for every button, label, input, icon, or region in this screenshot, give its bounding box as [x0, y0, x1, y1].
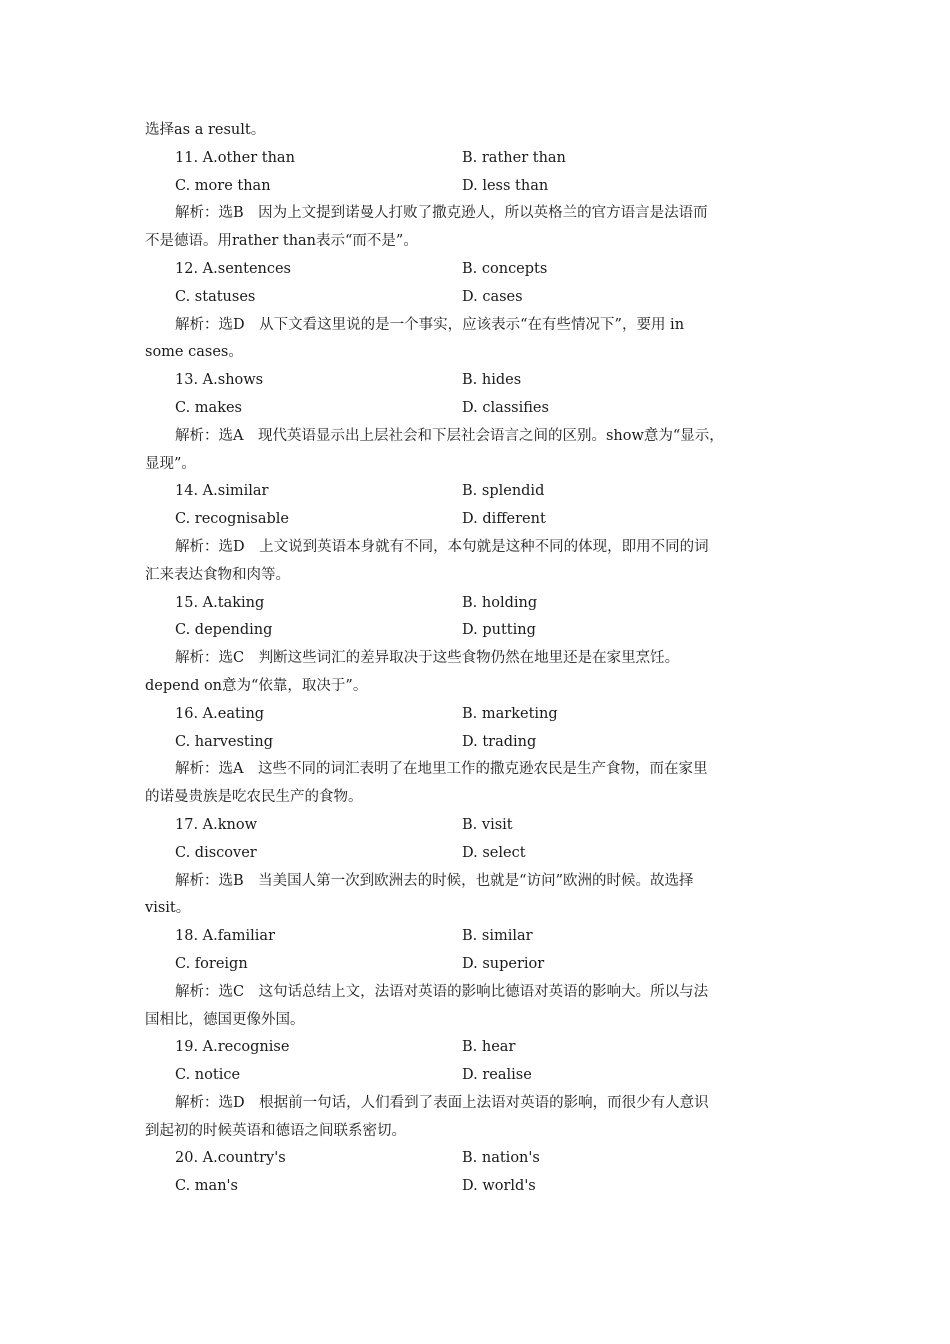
explanation-line-1: 解析：选D 根据前一句话，人们看到了表面上法语对英语的影响，而很少有人意识 — [175, 1094, 709, 1111]
question-number: 15. — [175, 594, 199, 611]
option-b: B. concepts — [462, 260, 548, 277]
option-b: B. visit — [462, 816, 513, 833]
options-row-ab — [145, 478, 813, 506]
option-a-text: A.taking — [202, 594, 265, 611]
option-c: C. discover — [175, 844, 257, 861]
option-b: B. marketing — [462, 705, 558, 722]
option-a — [175, 590, 264, 618]
options-row-cd — [145, 951, 813, 979]
question-block — [145, 1034, 813, 1145]
option-d: D. world's — [462, 1178, 536, 1195]
question-block — [145, 1145, 813, 1201]
options-row-ab — [145, 812, 813, 840]
option-d: D. realise — [462, 1067, 532, 1084]
option-b: B. hides — [462, 372, 522, 389]
option-b: B. nation's — [462, 1150, 540, 1167]
options-row-ab — [145, 1145, 813, 1173]
question-block — [145, 367, 813, 478]
option-a — [175, 812, 257, 840]
question-number: 14. — [175, 483, 199, 500]
option-c: C. depending — [175, 622, 273, 639]
options-row-cd — [145, 1173, 813, 1201]
option-a — [175, 256, 291, 284]
option-a — [175, 701, 264, 729]
question-number: 16. — [175, 705, 199, 722]
explanation-line-2: visit。 — [145, 900, 191, 917]
option-a-text: A.know — [202, 816, 258, 833]
options-row-cd — [145, 729, 813, 757]
explanation-line-2: depend on意为“依靠，取决于”。 — [145, 677, 368, 694]
explanation-line-1: 解析：选D 上文说到英语本身就有不同，本句就是这种不同的体现，即用不同的词 — [175, 538, 709, 555]
question-number: 17. — [175, 816, 199, 833]
explanation-line-2: 显现”。 — [145, 455, 196, 472]
question-number: 18. — [175, 928, 199, 945]
option-d: D. cases — [462, 288, 523, 305]
option-a — [175, 478, 268, 506]
options-row-ab — [145, 145, 813, 173]
option-c: C. foreign — [175, 955, 248, 972]
options-row-ab — [145, 701, 813, 729]
question-block — [145, 256, 813, 367]
options-row-ab — [145, 590, 813, 618]
option-c: C. makes — [175, 399, 242, 416]
explanation-line-1: 解析：选B 当美国人第一次到欧洲去的时候，也就是“访问”欧洲的时候。故选择 — [175, 872, 694, 889]
option-a — [175, 367, 263, 395]
option-a — [175, 145, 295, 173]
option-a-text: A.familiar — [202, 928, 276, 945]
question-block — [145, 145, 813, 256]
options-row-ab — [145, 367, 813, 395]
question-block — [145, 701, 813, 812]
options-row-cd — [145, 395, 813, 423]
option-b: B. holding — [462, 594, 538, 611]
intro-line: 选择as a result。 — [145, 122, 266, 138]
question-block — [145, 812, 813, 923]
explanation-line-2: some cases。 — [145, 344, 243, 361]
explanation-line-1: 解析：选B 因为上文提到诺曼人打败了撒克逊人，所以英格兰的官方语言是法语而 — [175, 205, 708, 222]
option-a — [175, 1034, 289, 1062]
question-number: 12. — [175, 260, 199, 277]
explanation-line-2: 国相比，德国更像外国。 — [145, 1011, 305, 1028]
option-d: D. superior — [462, 955, 545, 972]
option-c: C. recognisable — [175, 511, 290, 528]
question-number: 20. — [175, 1150, 199, 1167]
explanation-line-1: 解析：选A 这些不同的词汇表明了在地里工作的撒克逊农民是生产食物，而在家里 — [175, 761, 708, 778]
option-d: D. putting — [462, 622, 536, 639]
question-number: 13. — [175, 372, 199, 389]
document-content — [145, 117, 813, 1201]
question-number: 11. — [175, 149, 199, 166]
option-a-text: A.recognise — [202, 1039, 290, 1056]
option-b: B. similar — [462, 928, 533, 945]
option-a-text: A.eating — [202, 705, 265, 722]
option-c: C. more than — [175, 177, 271, 194]
question-block — [145, 590, 813, 701]
option-a-text: A.other than — [202, 149, 295, 166]
explanation-line-2: 不是德语。用rather than表示“而不是”。 — [145, 233, 418, 250]
explanation-line-1: 解析：选C 判断这些词汇的差异取决于这些食物仍然在地里还是在家里烹饪。 — [175, 650, 680, 667]
options-row-cd — [145, 506, 813, 534]
explanation-line-1: 解析：选A 现代英语显示出上层社会和下层社会语言之间的区别。show意为“显示， — [175, 427, 724, 444]
explanation-line-2: 的诺曼贵族是吃农民生产的食物。 — [145, 789, 363, 806]
option-b: B. rather than — [462, 149, 566, 166]
option-d: D. trading — [462, 733, 537, 750]
option-d: D. different — [462, 511, 546, 528]
options-row-cd — [145, 284, 813, 312]
option-b: B. hear — [462, 1039, 516, 1056]
option-a-text: A.similar — [202, 483, 269, 500]
option-a — [175, 923, 275, 951]
option-a-text: A.shows — [202, 372, 264, 389]
option-c: C. man's — [175, 1178, 238, 1195]
option-d: D. less than — [462, 177, 549, 194]
options-row-ab — [145, 256, 813, 284]
explanation-line-2: 到起初的时候英语和德语之间联系密切。 — [145, 1122, 406, 1139]
explanation-line-2: 汇来表达食物和肉等。 — [145, 566, 290, 583]
option-a-text: A.sentences — [202, 260, 292, 277]
explanation-line-1: 解析：选D 从下文看这里说的是一个事实，应该表示“在有些情况下”，要用 in — [175, 316, 685, 333]
option-d: D. select — [462, 844, 526, 861]
options-row-cd — [145, 617, 813, 645]
question-block — [145, 923, 813, 1034]
option-c: C. notice — [175, 1067, 241, 1084]
question-block — [145, 478, 813, 589]
question-number: 19. — [175, 1039, 199, 1056]
options-row-cd — [145, 840, 813, 868]
option-b: B. splendid — [462, 483, 545, 500]
options-row-cd — [145, 173, 813, 201]
options-row-ab — [145, 923, 813, 951]
option-d: D. classifies — [462, 399, 549, 416]
option-c: C. harvesting — [175, 733, 274, 750]
options-row-ab — [145, 1034, 813, 1062]
explanation-line-1: 解析：选C 这句话总结上文，法语对英语的影响比德语对英语的影响大。所以与法 — [175, 983, 709, 1000]
option-c: C. statuses — [175, 288, 256, 305]
option-a — [175, 1145, 286, 1173]
option-a-text: A.country's — [202, 1150, 286, 1167]
options-row-cd — [145, 1062, 813, 1090]
